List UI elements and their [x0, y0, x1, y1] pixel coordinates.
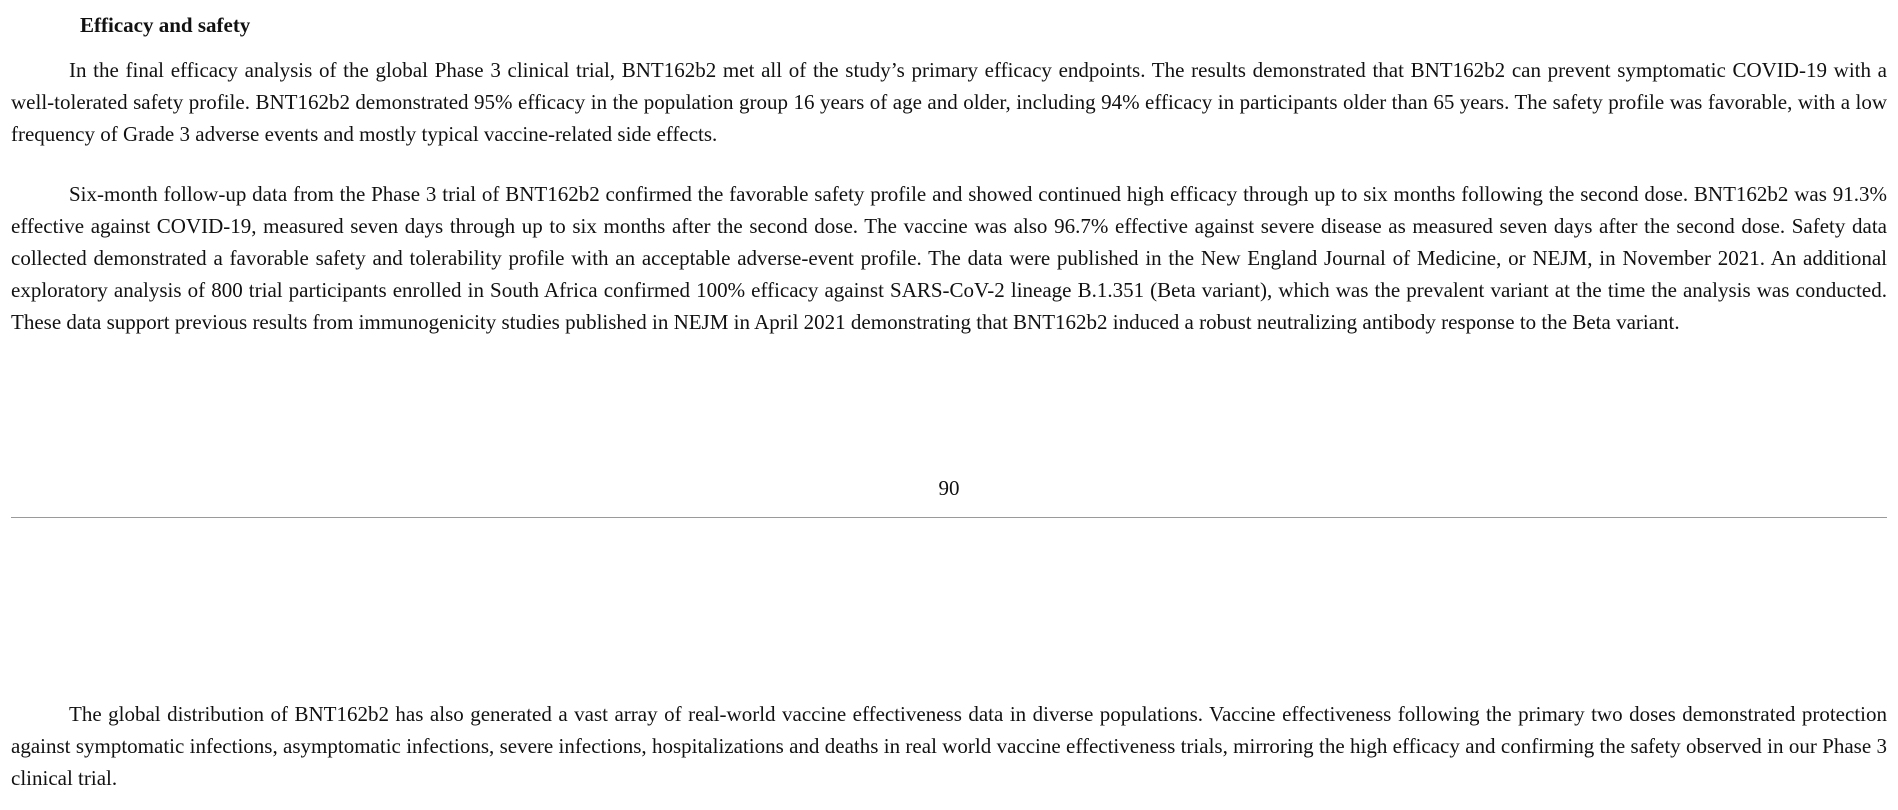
page-break-divider	[11, 517, 1887, 518]
section-heading: Efficacy and safety	[80, 13, 251, 37]
paragraph-real-world-effectiveness: The global distribution of BNT162b2 has also generated a vast array of real-world vaccine effectiveness data in diverse populations. Vaccine effectiveness following the primary two doses demonstrated protection against symptomatic infections, asymptomatic infections, severe infections, hospitalizations and deaths in real world vaccine effectiveness trials, mirroring the high efficacy and confirming the safety observed in our Phase 3 clinical trial.	[11, 702, 1887, 790]
paragraph-efficacy-analysis: In the final efficacy analysis of the global Phase 3 clinical trial, BNT162b2 met all of the study’s primary efficacy endpoints. The results demonstrated that BNT162b2 can prevent symptomatic COVID-19 with a well-tolerated safety profile. BNT162b2 demonstrated 95% efficacy in the population group 16 years of age and older, including 94% efficacy in participants older than 65 years. The safety profile was favorable, with a low frequency of Grade 3 adverse events and mostly typical vaccine-related side effects.	[11, 58, 1887, 146]
page-number: 90	[938, 476, 960, 500]
paragraph-six-month-follow-up: Six-month follow-up data from the Phase 3 trial of BNT162b2 confirmed the favorable safety profile and showed continued high efficacy through up to six months following the second dose. BNT162b2 was 91.3% effective against COVID-19, measured seven days through up to six months after the second dose. The vaccine was also 96.7% effective against severe disease as measured seven days after the second dose. Safety data collected demonstrated a favorable safety and tolerability profile with an acceptable adverse-event profile. The data were published in the New England Journal of Medicine, or NEJM, in November 2021. An additional exploratory analysis of 800 trial participants enrolled in South Africa confirmed 100% efficacy against SARS-CoV-2 lineage B.1.351 (Beta variant), which was the prevalent variant at the time the analysis was conducted. These data support previous results from immunogenicity studies published in NEJM in April 2021 demonstrating that BNT162b2 induced a robust neutralizing antibody response to the Beta variant.	[11, 182, 1887, 334]
